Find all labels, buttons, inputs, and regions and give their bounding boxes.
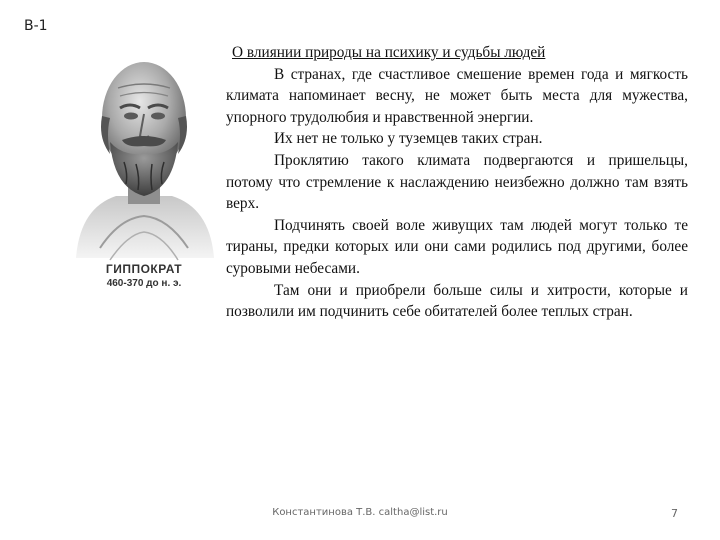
page-number: 7	[671, 507, 678, 520]
article-text	[226, 42, 688, 323]
bust-illustration	[70, 38, 218, 263]
paragraph-4: Подчинять своей воле живущих там людей могут только те тираны, предки которых или они сами родились под другими, более суровыми небесами.	[226, 216, 688, 277]
portrait-caption-name: ГИППОКРАТ	[105, 262, 183, 276]
paragraph-3: Проклятию такого климата подвергаются и пришельцы, потому что стремление к наслаждению неизбежно должно там взять верх.	[226, 151, 688, 213]
hippocrates-bust-portrait	[70, 38, 218, 300]
slide-label: В-1	[24, 18, 48, 34]
footer-author: Константинова Т.В. caltha@list.ru	[272, 507, 448, 518]
paragraph-2: Их нет не только у туземцев таких стран.	[274, 130, 543, 148]
article-title: О влиянии природы на психику и судьбы людей	[232, 44, 546, 61]
portrait-caption-dates: 460-370 до н. э.	[106, 278, 182, 289]
paragraph-5: Там они и приобрели больше силы и хитрости, которые и позволили им подчинить себе обитателей более теплых стран.	[226, 281, 688, 321]
paragraph-1: В странах, где счастливое смешение времен года и мягкость климата напоминает весну, не может быть места для мужества, упорного трудолюбия и нравственной энергии.	[226, 65, 688, 126]
